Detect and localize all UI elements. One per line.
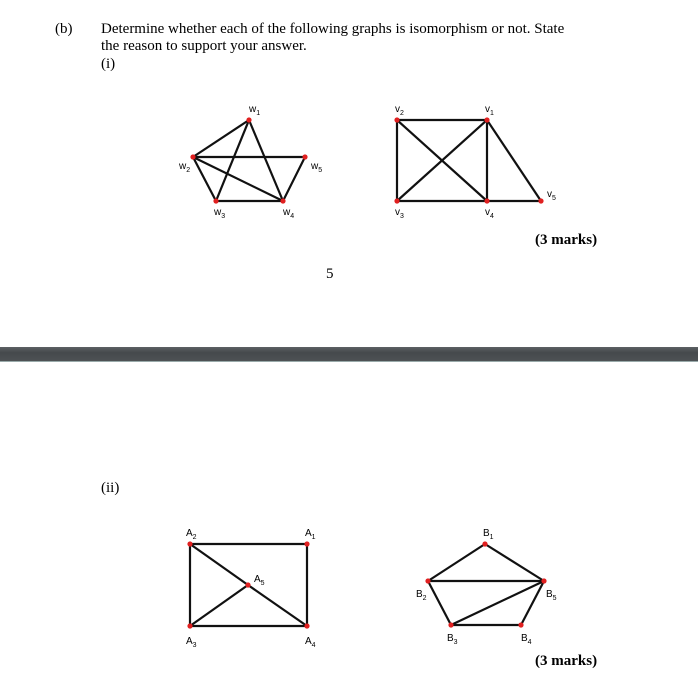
marks-i: (3 marks)	[535, 232, 598, 248]
subpart-i-label: (i)	[101, 56, 116, 72]
vertex-v1	[484, 117, 489, 122]
vertex-B5	[541, 578, 546, 583]
vertex-label-A3: $A_3$	[186, 636, 197, 649]
vertex-w1	[246, 117, 251, 122]
graph-W-edge-w1-w4	[249, 120, 283, 201]
vertex-label-A1: $A_1$	[305, 528, 316, 541]
part-label: (b)	[55, 21, 73, 37]
question-line-2: the reason to support your answer.	[101, 38, 307, 54]
vertex-w4	[280, 198, 285, 203]
vertex-v5	[538, 198, 543, 203]
vertex-label-B5: $B_5$	[546, 589, 557, 602]
vertex-w5	[302, 154, 307, 159]
vertex-B1	[482, 541, 487, 546]
graph-B-edge-B1-B2	[428, 544, 485, 581]
vertex-label-w1: $w_1$	[249, 104, 261, 117]
vertex-label-A4: $A_4$	[305, 636, 316, 649]
vertex-label-v1: $v_1$	[485, 104, 494, 117]
graph-V-edge-v1-v5	[487, 120, 541, 201]
graph-A-edge-A2-A5	[190, 544, 248, 585]
page-number: 5	[326, 266, 334, 282]
vertex-label-B1: $B_1$	[483, 528, 494, 541]
vertex-v2	[394, 117, 399, 122]
vertex-A4	[304, 623, 309, 628]
vertex-label-w2: $w_2$	[179, 161, 191, 174]
subpart-ii-label: (ii)	[101, 480, 120, 496]
vertex-label-w4: $w_4$	[283, 207, 295, 220]
graph-B-edge-B3-B5	[451, 581, 544, 625]
vertex-label-A2: $A_2$	[186, 528, 197, 541]
vertex-w3	[213, 198, 218, 203]
vertex-v3	[394, 198, 399, 203]
vertex-v4	[484, 198, 489, 203]
vertex-label-v4: $v_4$	[485, 207, 494, 220]
graph-A-edge-A3-A5	[190, 585, 248, 626]
vertex-label-v2: $v_2$	[395, 104, 404, 117]
vertex-A3	[187, 623, 192, 628]
vertex-label-B4: $B_4$	[521, 633, 532, 646]
vertex-label-w5: $w_5$	[311, 161, 323, 174]
vertex-label-A5: $A_5$	[254, 574, 265, 587]
vertex-w2	[190, 154, 195, 159]
graph-A-edge-A5-A4	[248, 585, 307, 626]
question-line-1: Determine whether each of the following graphs is isomorphism or not. State	[101, 21, 565, 37]
graph-W-edge-w4-w5	[283, 157, 305, 201]
vertex-B4	[518, 622, 523, 627]
vertex-label-v3: $v_3$	[395, 207, 404, 220]
vertex-B3	[448, 622, 453, 627]
vertex-A2	[187, 541, 192, 546]
vertex-A1	[304, 541, 309, 546]
graph-B-edge-B1-B5	[485, 544, 544, 581]
vertex-A5	[245, 582, 250, 587]
graph-B-edge-B2-B3	[428, 581, 451, 625]
vertex-label-B2: $B_2$	[416, 589, 427, 602]
vertex-label-w3: $w_3$	[214, 207, 226, 220]
vertex-B2	[425, 578, 430, 583]
marks-ii: (3 marks)	[535, 653, 598, 669]
vertex-label-v5: $v_5$	[547, 189, 556, 202]
graph-W-edge-w2-w4	[193, 157, 283, 201]
vertex-label-B3: $B_3$	[447, 633, 458, 646]
